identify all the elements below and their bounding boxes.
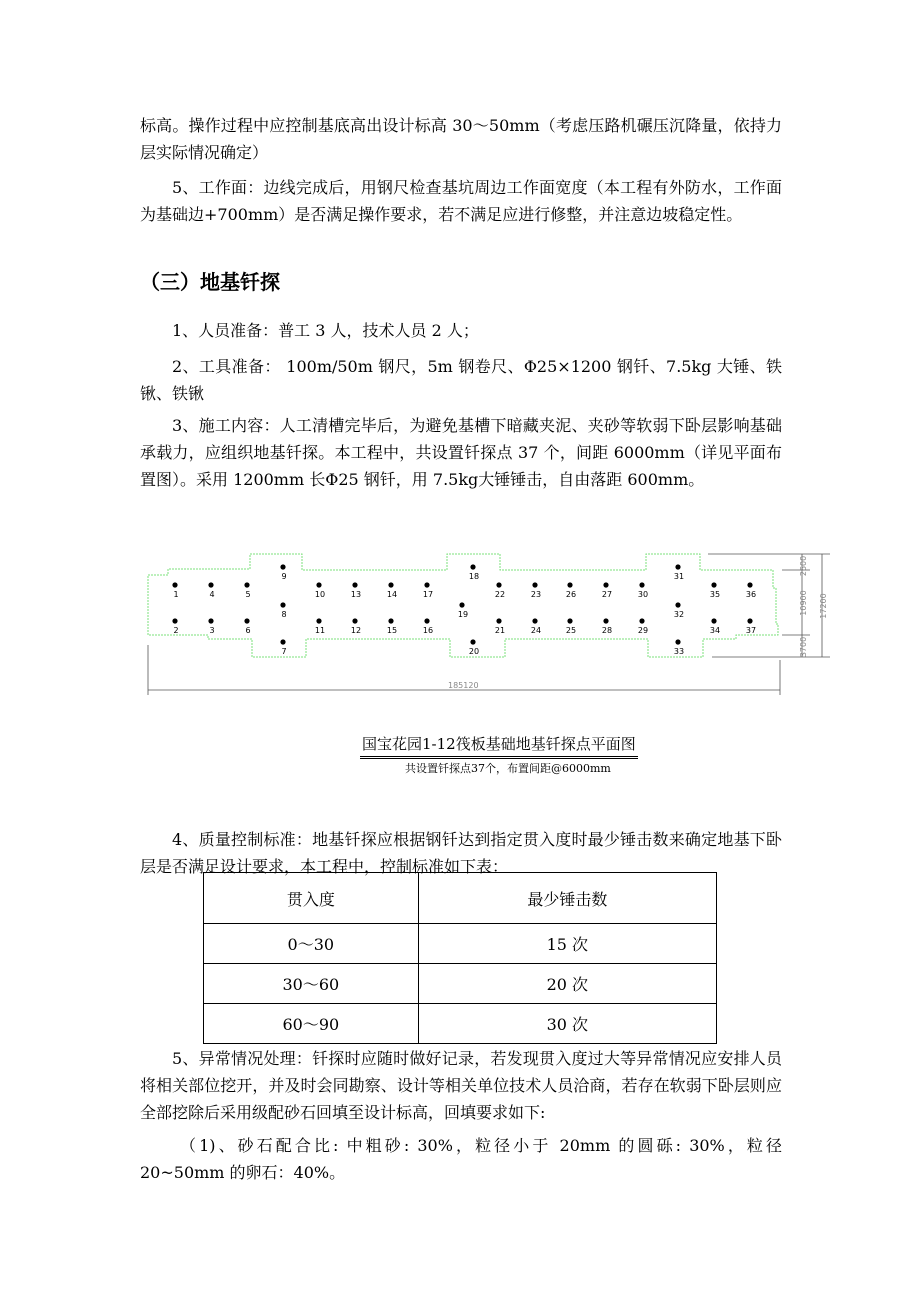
- probe-point: [280, 602, 285, 607]
- probe-point: [675, 564, 680, 569]
- probe-point-label: 18: [468, 572, 480, 581]
- probe-point: [424, 582, 429, 587]
- probe-point-label: 28: [601, 626, 613, 635]
- probe-point: [352, 618, 357, 623]
- probe-point-label: 13: [350, 590, 362, 599]
- probe-point: [172, 582, 177, 587]
- probe-point: [208, 618, 213, 623]
- probe-point-label: 19: [457, 610, 469, 619]
- probe-point-label: 24: [530, 626, 542, 635]
- probe-point-label: 21: [494, 626, 506, 635]
- dim-height: 17200: [819, 593, 828, 619]
- probe-point-label: 1: [173, 590, 179, 599]
- probe-point: [496, 618, 501, 623]
- probe-point-label: 25: [565, 626, 577, 635]
- probe-point-label: 9: [281, 572, 287, 581]
- probe-point-label: 5: [245, 590, 251, 599]
- probe-point-label: 37: [745, 626, 757, 635]
- probe-point-label: 22: [494, 590, 506, 599]
- probe-point-label: 8: [281, 610, 287, 619]
- probe-point: [496, 582, 501, 587]
- standards-table: [203, 872, 717, 1044]
- paragraph-tools: 2、工具准备： 100m/50m 钢尺，5m 钢卷尺、Φ25×1200 钢钎、7.5kg 大锤、铁锹、铁锹: [140, 357, 782, 403]
- probe-point: [567, 582, 572, 587]
- header-blows: 最少锤击数: [418, 873, 716, 924]
- probe-point: [316, 582, 321, 587]
- probe-point: [675, 602, 680, 607]
- paragraph-elevation: 标高。操作过程中应控制基底高出设计标高 30～50mm（考虑压路机碾压沉降量，依持力层实际情况确定）: [140, 116, 782, 162]
- dim-total: 185120: [448, 681, 479, 690]
- cell: 60～90: [204, 1004, 419, 1044]
- diagram-caption: 国宝花园1-12筏板基础地基钎探点平面图: [360, 733, 638, 759]
- probe-point: [208, 582, 213, 587]
- probe-point-label: 2: [173, 626, 179, 635]
- dim-middle: 10900: [799, 590, 808, 616]
- probe-point: [603, 582, 608, 587]
- probe-point: [747, 582, 752, 587]
- probe-point-label: 15: [386, 626, 398, 635]
- probe-point-label: 29: [637, 626, 649, 635]
- probe-point-label: 4: [209, 590, 215, 599]
- dim-bottom: 3700: [799, 636, 808, 658]
- table-header-row: [204, 873, 717, 924]
- probe-point-label: 32: [673, 610, 685, 619]
- probe-point-label: 7: [281, 647, 287, 656]
- probe-point-plan-diagram: [0, 540, 920, 730]
- probe-point: [711, 582, 716, 587]
- cell: 20 次: [418, 964, 716, 1004]
- probe-point: [172, 618, 177, 623]
- paragraph-abnormal: 5、异常情况处理：钎探时应随时做好记录，若发现贯入度过大等异常情况应安排人员将相关部位挖开，并及时会同勘察、设计等相关单位技术人员洽商，若存在软弱下卧层则应全部挖除后采用级配砂石回填至设计标高，回填要求如下:: [140, 1049, 782, 1122]
- probe-point: [711, 618, 716, 623]
- probe-point: [424, 618, 429, 623]
- table-row: [204, 1004, 717, 1044]
- table-row: [204, 924, 717, 964]
- probe-point-label: 36: [745, 590, 757, 599]
- section-heading: （三）地基钎探: [140, 270, 280, 294]
- probe-point-label: 10: [314, 590, 326, 599]
- probe-point: [352, 582, 357, 587]
- probe-point: [244, 618, 249, 623]
- probe-point: [459, 602, 464, 607]
- probe-point-label: 31: [673, 572, 685, 581]
- probe-point: [532, 582, 537, 587]
- cell: 15 次: [418, 924, 716, 964]
- probe-point-label: 16: [422, 626, 434, 635]
- cell: 30～60: [204, 964, 419, 1004]
- table-row: [204, 964, 717, 1004]
- probe-point-label: 26: [565, 590, 577, 599]
- probe-point-label: 12: [350, 626, 362, 635]
- probe-point-label: 27: [601, 590, 613, 599]
- paragraph-quality: 4、质量控制标准：地基钎探应根据钢钎达到指定贯入度时最少锤击数来确定地基下卧层是否满足设计要求，本工程中，控制标准如下表：: [140, 830, 782, 876]
- paragraph-content: 3、施工内容：人工清槽完毕后，为避免基槽下暗藏夹泥、夹砂等软弱下卧层影响基础承载力，应组织地基钎探。本工程中，共设置钎探点 37 个，间距 6000mm（详见平面布置图）。采用 1200mm 长Φ25 钢钎，用 7.5kg大锤锤击，自由落距 600mm。: [140, 416, 782, 489]
- probe-point: [567, 618, 572, 623]
- probe-point-label: 23: [530, 590, 542, 599]
- cell: 30 次: [418, 1004, 716, 1044]
- probe-point: [316, 618, 321, 623]
- probe-point: [639, 582, 644, 587]
- probe-point: [470, 639, 475, 644]
- probe-point-label: 35: [709, 590, 721, 599]
- header-penetration: 贯入度: [204, 873, 419, 924]
- cell: 0～30: [204, 924, 419, 964]
- probe-point: [639, 618, 644, 623]
- probe-point-label: 17: [422, 590, 434, 599]
- probe-point-label: 33: [673, 647, 685, 656]
- probe-point: [603, 618, 608, 623]
- paragraph-staff: 1、人员准备：普工 3 人，技术人员 2 人；: [172, 321, 479, 340]
- probe-point-label: 20: [468, 647, 480, 656]
- probe-point: [244, 582, 249, 587]
- probe-point: [280, 639, 285, 644]
- probe-point: [280, 564, 285, 569]
- paragraph-mix: （1)、砂石配合比: 中粗砂: 30%，粒径小于 20mm 的圆砾: 30%，粒径 20~50mm 的卵石：40%。: [140, 1136, 782, 1182]
- dim-top: 2600: [799, 555, 808, 577]
- probe-point: [747, 618, 752, 623]
- probe-point-label: 6: [245, 626, 251, 635]
- probe-point: [675, 639, 680, 644]
- probe-point-label: 3: [209, 626, 215, 635]
- probe-point: [470, 564, 475, 569]
- probe-point: [532, 618, 537, 623]
- probe-point-label: 11: [314, 626, 326, 635]
- probe-point-label: 14: [386, 590, 398, 599]
- probe-point-label: 30: [637, 590, 649, 599]
- probe-point-label: 34: [709, 626, 721, 635]
- paragraph-work-surface: 5、工作面：边线完成后，用钢尺检查基坑周边工作面宽度（本工程有外防水，工作面为基础边+700mm）是否满足操作要求，若不满足应进行修整，并注意边坡稳定性。: [140, 178, 782, 224]
- diagram-subcaption: 共设置钎探点37个，布置间距@6000mm: [405, 762, 611, 775]
- probe-point: [388, 582, 393, 587]
- probe-point: [388, 618, 393, 623]
